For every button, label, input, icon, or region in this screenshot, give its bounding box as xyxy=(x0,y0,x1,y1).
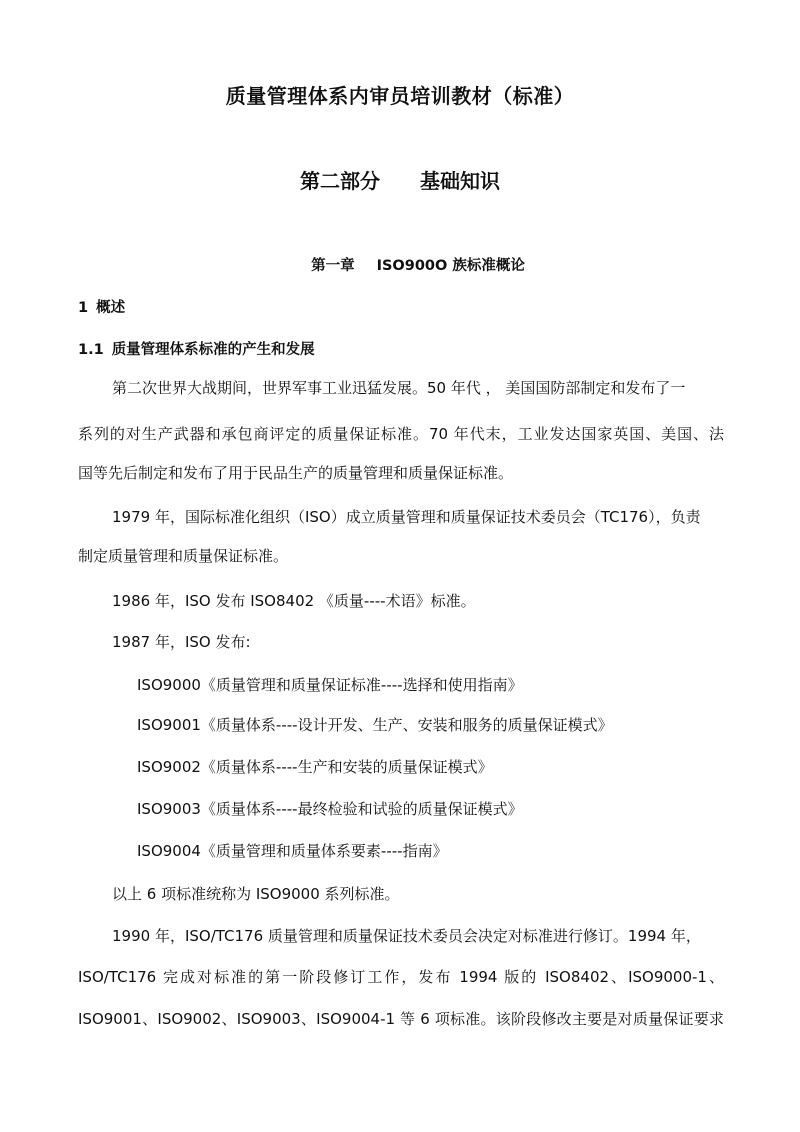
paragraph-line: 1987 年，ISO 发布: xyxy=(112,633,251,651)
paragraph-line: 第二次世界大战期间，世界军事工业迅猛发展。50 年代 ， 美国国防部制定和发布了一 xyxy=(112,379,686,397)
section-number: 1.1 xyxy=(78,342,104,358)
paragraph-line: 系列的对生产武器和承包商评定的质量保证标准。70 年代末，工业发达国家英国、美国、法 xyxy=(78,425,724,443)
document-title: 质量管理体系内审员培训教材（标准） xyxy=(225,84,575,108)
section-title: 质量管理体系标准的产生和发展 xyxy=(111,342,315,358)
paragraph-line: 以上 6 项标准统称为 ISO9000 系列标准。 xyxy=(112,885,400,903)
section-heading-1 xyxy=(78,296,125,317)
paragraph-line: ISO9001、ISO9002、ISO9003、ISO9004-1 等 6 项标准。该阶段修改主要是对质量保证要求 xyxy=(78,1010,724,1028)
section-heading-1-1 xyxy=(78,338,315,359)
standard-item: ISO9000《质量管理和质量保证标准----选择和使用指南》 xyxy=(137,676,523,694)
standard-item: ISO9002《质量体系----生产和安装的质量保证模式》 xyxy=(137,758,493,776)
section-title: 概述 xyxy=(96,300,126,316)
paragraph-line: 1979 年，国际标准化组织（ISO）成立质量管理和质量保证技术委员会（TC176），负责 xyxy=(112,508,701,526)
paragraph-line: 1986 年，ISO 发布 ISO8402 《质量----术语》标准。 xyxy=(112,592,476,610)
part-title xyxy=(0,165,800,194)
chapter-label: 第一章 xyxy=(311,258,355,274)
standard-item: ISO9001《质量体系----设计开发、生产、安装和服务的质量保证模式》 xyxy=(137,716,613,734)
paragraph-line: 制定质量管理和质量保证标准。 xyxy=(78,547,289,565)
section-number: 1 xyxy=(78,300,89,316)
part-label: 第二部分 xyxy=(300,169,380,193)
standard-item: ISO9003《质量体系----最终检验和试验的质量保证模式》 xyxy=(137,800,523,818)
chapter-name: ISO900O 族标准概论 xyxy=(376,258,525,274)
paragraph-line: ISO/TC176 完成对标准的第一阶段修订工作，发布 1994 版的 ISO8402、ISO9000-1、 xyxy=(78,968,724,986)
chapter-title xyxy=(0,254,800,275)
paragraph-line: 1990 年，ISO/TC176 质量管理和质量保证技术委员会决定对标准进行修订。1994 年， xyxy=(112,927,701,945)
standard-item: ISO9004《质量管理和质量体系要素----指南》 xyxy=(137,842,448,860)
part-name: 基础知识 xyxy=(420,169,500,193)
paragraph-line: 国等先后制定和发布了用于民品生产的质量管理和质量保证标准。 xyxy=(78,464,514,482)
